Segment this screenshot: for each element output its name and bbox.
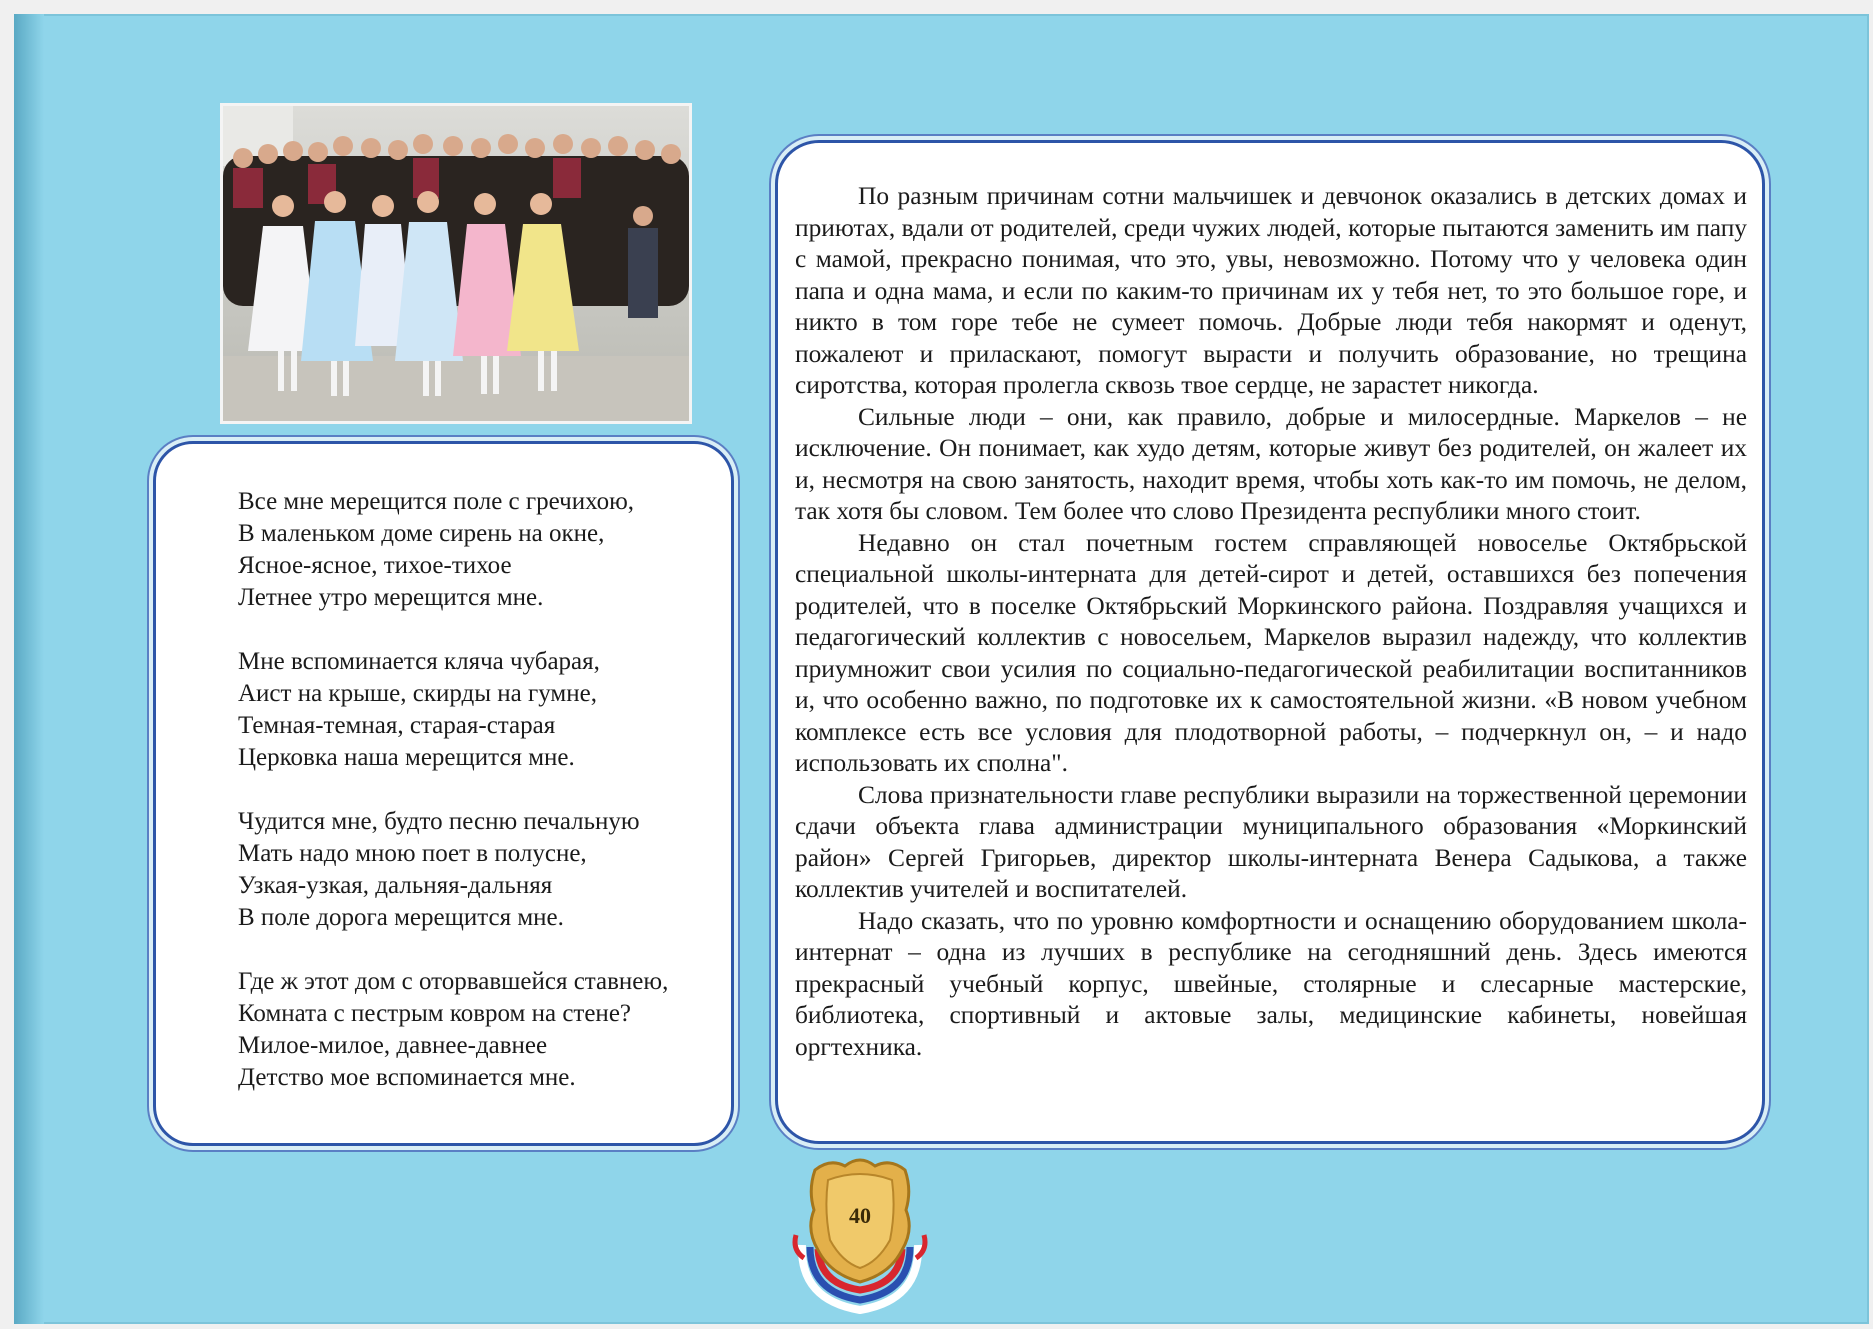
poem-line: Мать надо мною поет в полусне, [238, 840, 587, 867]
book-spine [14, 14, 44, 1324]
poem-stanza [238, 806, 718, 934]
poem-line: Детство мое вспоминается мне. [238, 1064, 576, 1091]
children-group-photo [220, 103, 692, 424]
poem-line: Где ж этот дом с оторвавшейся ставнею, [238, 968, 669, 995]
article-paragraph: Недавно он стал почетным гостем справляющей новоселье Октябрьской специальной школы-интерната для детей-сирот и детей, оставшихся без попечения родителей, что в поселке Октябрьский Моркинского района. Поздравляя учащихся и педагогический коллектив с новосельем, Маркелов выразил надежду, что коллектив приумножит свои усилия по социально-педагогической реабилитации воспитанников и, что особенно важно, по подготовке их к самостоятельной жизни. «В новом учебном комплексе есть все условия для плодотворной работы, – подчеркнул он, – и надо использовать их сполна". [795, 528, 1747, 777]
poem-line: Аист на крыше, скирды на гумне, [238, 680, 597, 707]
poem-stanza [238, 966, 718, 1094]
article-paragraph: По разным причинам сотни мальчишек и девчонок оказались в детских домах и приютах, вдали от родителей, среди чужих людей, которые пытаются заменить им папу с мамой, прекрасно понимая, что это, увы, невозможно. Потому что у человека один папа и одна мама, и если по каким-то причинам их у тебя нет, то это большое горе, и никто в том горе тебе не сумеет помочь. Добрые люди тебя накормят и оденут, пожалеют и приласкают, помогут вырасти и получить образование, но трещина сиротства, которая пролегла сквозь твое сердце, не зарастет никогда. [795, 182, 1747, 399]
poem-line: Ясное-ясное, тихое-тихое [238, 552, 512, 579]
poem-line: В поле дорога мерещится мне. [238, 904, 564, 931]
poem-line: Мне вспоминается кляча чубарая, [238, 648, 600, 675]
photo-illustration [223, 106, 689, 421]
article-paragraph: Сильные люди – они, как правило, добрые и милосердные. Маркелов – не исключение. Он понимает, как худо детям, которые живут без родителей, он жалеет их и, несмотря на свою занятость, находит время, чтобы хоть как-то им помочь, не делом, так хотя бы словом. Тем более что слово Президента республики много стоит. [795, 402, 1747, 525]
poem-line: Комната с пестрым ковром на стене? [238, 1000, 632, 1027]
poem-line: Все мне мерещится поле с гречихою, [238, 488, 635, 515]
poem-line: Милое-милое, давнее-давнее [238, 1032, 548, 1059]
article-text [795, 181, 1747, 1063]
poem-stanza [238, 646, 718, 774]
article-paragraph: Надо сказать, что по уровню комфортности и оснащению оборудованием школа-интернат – одна из лучших в республике на сегодняшний день. Здесь имеются прекрасный учебный корпус, швейные, столярные и слесарные мастерские, библиотека, спортивный и актовые залы, медицинские кабинеты, новейшая оргтехника. [795, 906, 1747, 1061]
shield-emblem-icon [790, 1150, 930, 1318]
article-panel [775, 140, 1765, 1144]
poem-panel [153, 441, 734, 1146]
article-paragraph: Слова признательности главе республики выразили на торжественной церемонии сдачи объекта глава администрации муниципального образования «Моркинский район» Сергей Григорьев, директор школы-интерната Венера Садыкова, а также коллектив учителей и воспитателей. [795, 780, 1747, 903]
poem-line: Узкая-узкая, дальняя-дальняя [238, 872, 553, 899]
poem-line: Церковка наша мерещится мне. [238, 744, 575, 771]
poem-stanza [238, 486, 718, 614]
poem [238, 486, 718, 1126]
poem-line: Темная-темная, старая-старая [238, 712, 556, 739]
poem-line: Летнее утро мерещится мне. [238, 584, 544, 611]
poem-line: Чудится мне, будто песню печальную [238, 808, 640, 835]
poem-line: В маленьком доме сирень на окне, [238, 520, 605, 547]
page-number: 40 [849, 1203, 871, 1228]
